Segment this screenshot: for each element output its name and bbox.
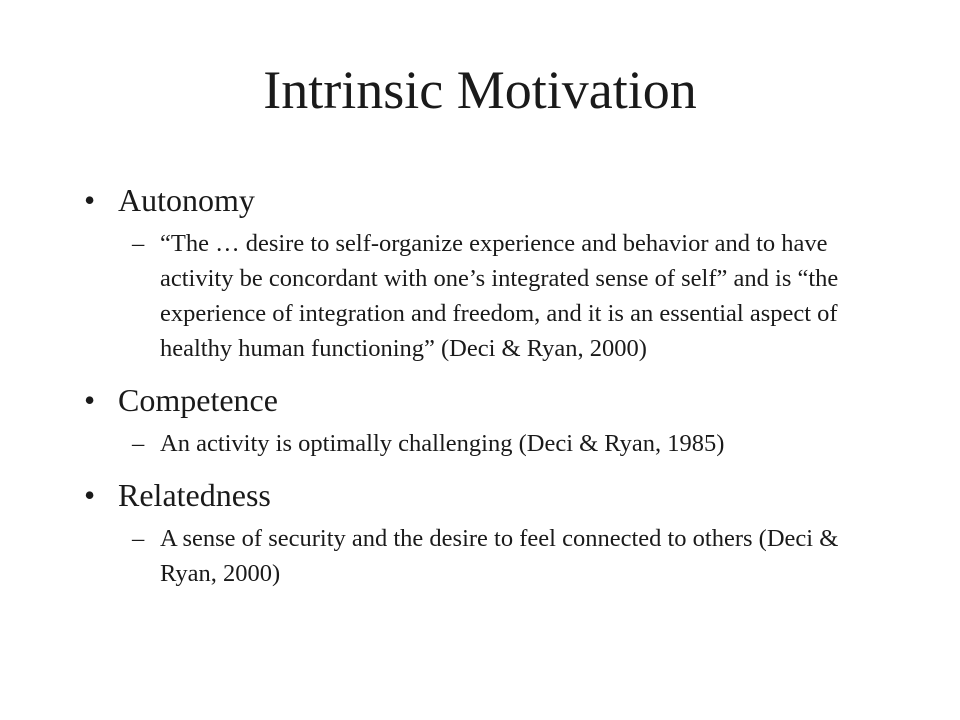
bullet-label: Relatedness (118, 477, 271, 513)
sub-bullet-item (132, 521, 884, 591)
sub-bullet-list (84, 426, 884, 461)
sub-bullet-item (132, 426, 884, 461)
dash-icon: – (132, 525, 145, 552)
slide-title: Intrinsic Motivation (263, 60, 697, 120)
bullet-item-autonomy (84, 178, 884, 366)
sub-bullet-item (132, 226, 884, 366)
sub-bullet-text: A sense of security and the desire to feel connected to others (Deci & Ryan, 2000) (160, 525, 839, 587)
dash-icon: – (132, 430, 145, 457)
bullet-item-relatedness (84, 473, 884, 591)
bullet-row (84, 378, 884, 422)
sub-bullet-text: An activity is optimally challenging (Deci & Ryan, 1985) (160, 430, 725, 457)
sub-bullet-text: “The … desire to self-organize experience and behavior and to have activity be concordant with one’s integrated sense of self” and is “the experience of integration and freedom, and it is an essential aspect of healthy human functioning” (Deci & Ryan, 2000) (160, 230, 839, 362)
bullet-row (84, 473, 884, 517)
bullet-item-competence (84, 378, 884, 461)
bullet-icon: • (84, 382, 96, 418)
bullet-list (84, 178, 884, 603)
bullet-icon: • (84, 182, 96, 218)
bullet-label: Autonomy (118, 182, 255, 218)
sub-bullet-list (84, 521, 884, 591)
bullet-label: Competence (118, 382, 278, 418)
bullet-icon: • (84, 477, 96, 513)
dash-icon: – (132, 230, 145, 257)
sub-bullet-list (84, 226, 884, 366)
bullet-row (84, 178, 884, 222)
